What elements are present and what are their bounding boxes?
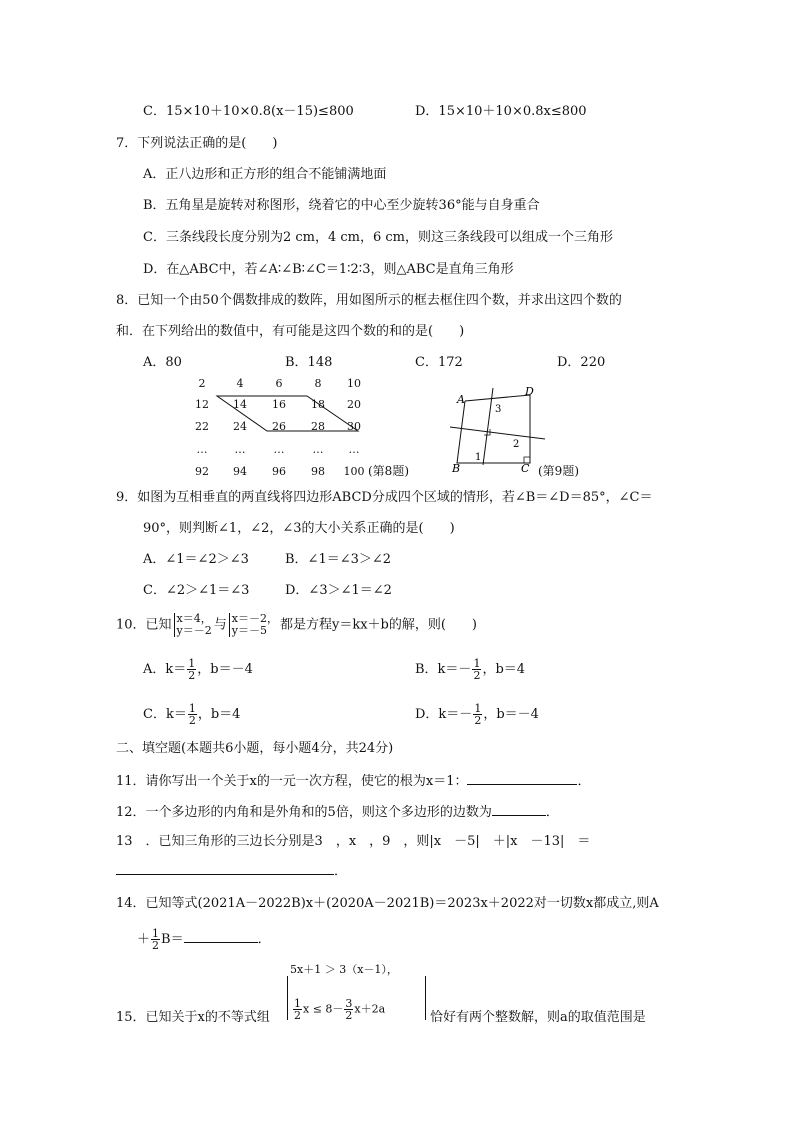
- q11: 11．请你写出一个关于x的一元一次方程，使它的根为x＝1： ．: [116, 774, 591, 789]
- q9-option-a: A．∠1＝∠2＞∠3: [143, 552, 249, 567]
- q15-prefix: 15．已知关于x的不等式组: [116, 1010, 270, 1025]
- q14-line2: ＋ $\frac{1}{2}$ B＝ ．: [137, 927, 271, 952]
- q8-option-c: C．172: [415, 355, 463, 370]
- q9-figure-caption: (第9题): [538, 464, 579, 478]
- q8-number-grid: [190, 372, 380, 482]
- grid-cell: 2: [198, 377, 206, 390]
- q9-option-c: C．∠2＞∠1＝∠3: [143, 583, 250, 598]
- grid-cell: 8: [314, 377, 322, 390]
- grid-cell: …: [312, 443, 324, 456]
- q10-system-1: x＝4， y＝－2: [174, 613, 212, 637]
- angle-1-label: 1: [475, 452, 482, 463]
- grid-cell: 100: [343, 465, 365, 478]
- fraction: $\frac{1}{2}$: [188, 702, 196, 727]
- q10-suffix: 都是方程y＝kx＋b的解，则( ): [279, 617, 478, 633]
- grid-cell: 18: [311, 398, 325, 411]
- q9-stem-line2: 90°，则判断∠1，∠2，∠3的大小关系正确的是( ): [143, 521, 455, 536]
- q7-option-a: A．正八边形和正方形的组合不能铺满地面: [143, 167, 387, 182]
- q8-stem-line2: 和．在下列给出的数值中，有可能是这四个数的和的是( ): [116, 324, 465, 339]
- grid-cell: 16: [272, 398, 286, 411]
- q13-answer-line: ．: [116, 862, 347, 880]
- grid-cell: 22: [195, 420, 209, 433]
- q9-stem-line1: 9．如图为互相垂直的两直线将四边形ABCD分成四个区域的情形，若∠B＝∠D＝85°，∠C＝: [116, 490, 653, 505]
- angle-3-label: 3: [495, 404, 502, 415]
- q10-option-d: D．k＝－ $\frac{1}{2}$ ，b＝－4: [415, 702, 539, 727]
- grid-cell: 14: [233, 398, 247, 411]
- label-a: A: [457, 393, 465, 406]
- label-d: D: [525, 385, 534, 398]
- q9-option-d: D．∠3＞∠1＝∠2: [285, 583, 392, 598]
- fraction: $\frac{1}{2}$: [152, 927, 160, 952]
- q11-answer-blank[interactable]: [467, 772, 577, 785]
- q6-option-c: C．15×10＋10×0.8(x－15)≤800: [143, 104, 354, 119]
- fraction: $\frac{1}{2}$: [294, 997, 301, 1022]
- fraction: $\frac{3}{2}$: [345, 997, 353, 1022]
- fraction: $\frac{1}{2}$: [188, 657, 196, 682]
- grid-cell: …: [348, 443, 360, 456]
- grid-cell: 24: [233, 420, 247, 433]
- q15-inequality-1: 5x＋1 ＞ 3（x－1），: [290, 963, 398, 976]
- fraction: $\frac{1}{2}$: [474, 702, 482, 727]
- grid-cell: 98: [311, 465, 325, 478]
- q12: 12．一个多边形的内角和是外角和的5倍，则这个多边形的边数为 ．: [116, 805, 559, 820]
- q15-brace-right: [425, 976, 426, 1020]
- q14-line1: 14．已知等式(2021A－2022B)x＋(2020A－2021B)＝2023x＋2022对一切数x都成立,则A: [116, 896, 659, 911]
- q8-option-a: A．80: [143, 355, 182, 370]
- q10-mid: 与: [213, 617, 227, 633]
- q7-option-c: C．三条线段长度分别为2 cm，4 cm，6 cm，则这三条线段可以组成一个三角形: [143, 230, 613, 245]
- grid-cell: 28: [311, 420, 325, 433]
- grid-cell: 30: [347, 420, 361, 433]
- q15-brace: [287, 976, 288, 1020]
- q10-system-2: x＝－2， y＝－5: [229, 613, 278, 637]
- label-b: B: [452, 462, 461, 475]
- q13: 13 ．已知三角形的三边长分别是3 ，x ，9 ，则|x －5| ＋|x －13| ＝: [116, 834, 591, 849]
- grid-cell: 10: [347, 377, 361, 390]
- q7-stem: 7．下列说法正确的是( ): [116, 136, 278, 151]
- q13-answer-blank[interactable]: [116, 862, 334, 875]
- grid-cell: 26: [272, 420, 286, 433]
- fraction: $\frac{1}{2}$: [473, 657, 481, 682]
- label-c: C: [521, 462, 530, 475]
- q15-inequality-2: $\frac{1}{2}$ x ≤ 8－ $\frac{3}{2}$ x＋2a: [294, 997, 386, 1022]
- q8-stem-line1: 8．已知一个由50个偶数排成的数阵，用如图所示的框去框住四个数，并求出这四个数的: [116, 293, 622, 308]
- q12-answer-blank[interactable]: [492, 803, 546, 816]
- section-fill-in-heading: 二、填空题(本题共6小题，每小题4分，共24分): [116, 741, 394, 756]
- grid-cell: 6: [275, 377, 283, 390]
- q10-option-a: A．k＝ $\frac{1}{2}$ ，b＝－4: [143, 657, 253, 682]
- grid-cell: 4: [236, 377, 244, 390]
- grid-cell: 92: [195, 465, 209, 478]
- q8-option-d: D．220: [557, 355, 606, 370]
- grid-cell: 12: [195, 398, 209, 411]
- q14-answer-blank[interactable]: [184, 930, 258, 943]
- q10-option-b: B．k＝－ $\frac{1}{2}$ ，b＝4: [415, 657, 526, 682]
- grid-cell: 94: [233, 465, 247, 478]
- grid-cell: …: [234, 443, 246, 456]
- grid-cell: 20: [347, 398, 361, 411]
- q8-figure-caption: (第8题): [368, 464, 409, 478]
- grid-cell: …: [196, 443, 208, 456]
- q9-option-b: B．∠1＝∠3＞∠2: [285, 552, 392, 567]
- grid-cell: 96: [272, 465, 286, 478]
- q6-option-d: D．15×10＋10×0.8x≤800: [415, 104, 587, 119]
- q15-suffix: 恰好有两个整数解，则a的取值范围是: [430, 1010, 646, 1025]
- q10-prefix: 10．已知: [116, 617, 172, 633]
- grid-cell: …: [273, 443, 285, 456]
- q10-option-c: C．k＝ $\frac{1}{2}$ ，b＝4: [143, 702, 241, 727]
- q7-option-d: D．在△ABC中，若∠A∶∠B∶∠C＝1∶2∶3，则△ABC是直角三角形: [143, 262, 514, 277]
- q8-option-b: B．148: [285, 355, 333, 370]
- angle-2-label: 2: [513, 439, 520, 450]
- q7-option-b: B．五角星是旋转对称图形，绕着它的中心至少旋转36°能与自身重合: [143, 198, 540, 213]
- q10-stem: [116, 613, 477, 637]
